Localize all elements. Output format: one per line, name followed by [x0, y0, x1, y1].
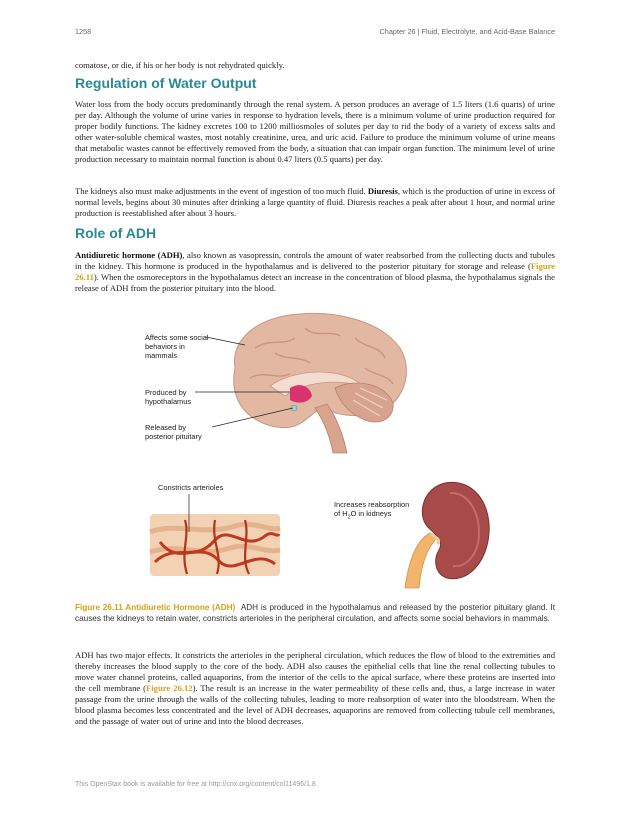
paragraph-adh-effects: ADH has two major effects. It constricts the arterioles in the peripheral circulation, which reduces the flow of blood to the extremities and thereby increases the blood supply to the core of the body. ADH also causes the epithelial cells that line the renal collecting tubules to move water channel proteins, called aquaporins, from the interior of the cells to the apical surface, where these proteins are inserted into the cell membrane (Figure 26.12). The result is an increase in the water permeability of these cells and, thus, a large increase in water passage from the urine through the walls of the collecting tubules, leading to more reabsorption of water into the bloodstream. When the blood plasma becomes less concentrated and the level of ADH decreases, aquaporins are removed from collecting tubule cell membranes, and the passage of water out of urine and into the blood decreases.	[75, 650, 555, 726]
label-social-behaviors: Affects some social behaviors in mammals	[145, 333, 209, 360]
intro-line: comatose, or die, if his or her body is not rehydrated quickly.	[75, 60, 285, 70]
chapter-header: Chapter 26 | Fluid, Electrolyte, and Acid-Base Balance	[379, 27, 555, 36]
term-adh: Antidiuretic hormone (ADH)	[75, 250, 183, 260]
label-released-by: Released by posterior pituitary	[145, 423, 202, 441]
term-diuresis: Diuresis	[367, 186, 398, 196]
figure-caption: Figure 26.11 Antidiuretic Hormone (ADH) ADH is produced in the hypothalamus and released by the posterior pituitary gland. It causes the kidneys to retain water, constricts arterioles in the peripheral circulation, and affects some social behaviors in mammals.	[75, 603, 555, 623]
paragraph-water-loss: Water loss from the body occurs predominantly through the renal system. A person produces an average of 1.5 liters (1.6 quarts) of urine per day. Although the volume of urine varies in response to hydration levels, there is a minimum volume of urine production required for proper bodily functions. The kidney excretes 100 to 1200 milliosmoles of solutes per day to rid the body of a variety of excess salts and other water-soluble chemical wastes, most notably creatinine, urea, and uric acid. Failure to produce the minimum volume of urine means that metabolic wastes cannot be effectively removed from the body, a situation that can impair organ function. The minimum level of urine production necessary to maintain normal function is about 0.47 liters (0.5 quarts) per day.	[75, 99, 555, 164]
caption-label: Figure 26.11 Antidiuretic Hormone (ADH)	[75, 603, 236, 612]
figure-link-26-11[interactable]: Figure 26.11	[75, 261, 555, 282]
footer-note: This OpenStax book is available for free at http://cnx.org/content/col11496/1.8	[75, 781, 316, 788]
section-heading-water-output: Regulation of Water Output	[75, 75, 257, 91]
label-constricts-arterioles: Constricts arterioles	[158, 483, 224, 492]
paragraph-diuresis: The kidneys also must make adjustments in the event of ingestion of too much fluid. Diuresis, which is the production of urine in excess of normal levels, begins about 30 minutes after drinking a large quantity of fluid. Diuresis reaches a peak after about 1 hour, and normal urine production is reestablished after about 3 hours.	[75, 186, 555, 218]
paragraph-adh-intro: Antidiuretic hormone (ADH), also known as vasopressin, controls the amount of water reabsorbed from the collecting ducts and tubules in the kidney. This hormone is produced in the hypothalamus and is delivered to the posterior pituitary for storage and release (Figure 26.11). When the osmoreceptors in the hypothalamus detect an increase in the concentration of blood plasma, the hypothalamus signals the release of ADH from the posterior pituitary into the blood.	[75, 250, 556, 293]
label-increases-reabsorption: Increases reabsorption of $H_2O$ in kidneys	[334, 500, 410, 521]
kidney-illustration	[395, 478, 495, 593]
arterioles-illustration	[145, 492, 285, 582]
figure-link-26-12[interactable]: Figure 26.12	[146, 683, 193, 693]
section-heading-adh: Role of ADH	[75, 225, 157, 241]
page-number: 1258	[75, 27, 92, 36]
label-produced-by: Produced by hypothalamus	[145, 388, 192, 406]
